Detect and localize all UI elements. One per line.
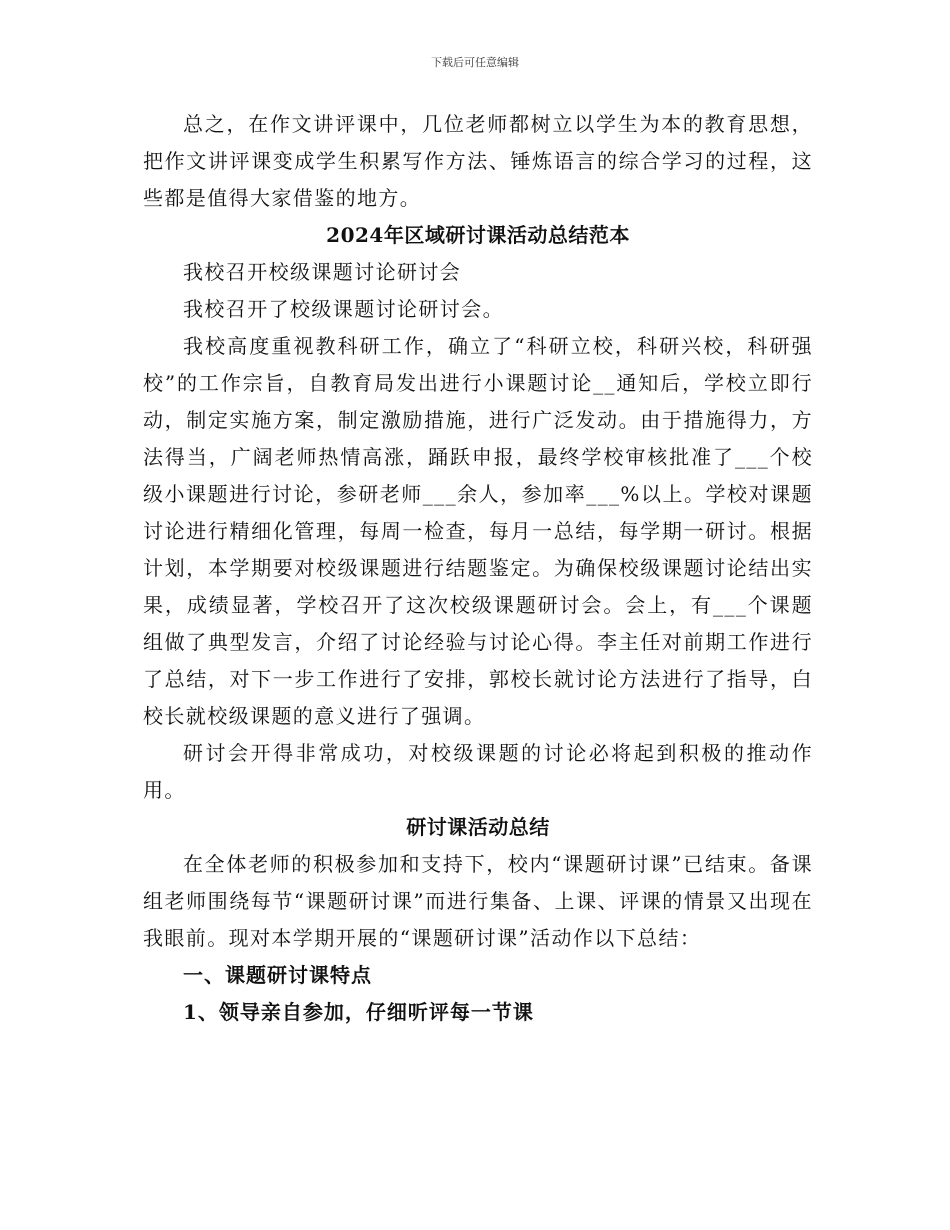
paragraph-intro: 我校召开了校级课题讨论研讨会。: [183, 297, 504, 321]
paragraph-conclusion: 总之，在作文讲评课中，几位老师都树立以学生为本的教育思想，把作文讲评课变成学生积累写作方法、锤炼语言的综合学习的过程，这些都是值得大家借鉴的地方。: [143, 112, 813, 210]
document-body: [143, 106, 813, 1031]
paragraph-body: 我校高度重视教科研工作，确立了“科研立校，科研兴校，科研强校”的工作宗旨，自教育局发出进行小课题讨论__通知后，学校立即行动，制定实施方案，制定激励措施，进行广泛发动。由于措施得力，方法得当，广阔老师热情高涨，踊跃申报，最终学校审核批准了___个校级小课题进行讨论，参研老师___余人，参加率___%以上。学校对课题讨论进行精细化管理，每周一检查，每月一总结，每学期一研讨。根据计划，本学期要对校级课题进行结题鉴定。为确保校级课题讨论结出实果，成绩显著，学校召开了这次校级课题研讨会。会上，有___个课题组做了典型发言，介绍了讨论经验与讨论心得。李主任对前期工作进行了总结，对下一步工作进行了安排，郭校长就讨论方法进行了指导，白校长就校级课题的意义进行了强调。: [143, 334, 813, 728]
subsection-title: 研讨课活动总结: [406, 815, 550, 839]
paragraph-result: 研讨会开得非常成功，对校级课题的讨论必将起到积极的推动作用。: [143, 741, 813, 802]
section-title: 2024年区域研讨课活动总结范本: [326, 223, 630, 247]
heading-leadership: 1、领导亲自参加，仔细听评每一节课: [183, 1000, 534, 1024]
paragraph-subtitle: 我校召开校级课题讨论研讨会: [183, 260, 462, 284]
heading-features: 一、课题研讨课特点: [183, 963, 372, 987]
header-note: 下载后可任意编辑: [431, 56, 519, 69]
paragraph-summary: 在全体老师的积极参加和支持下，校内“课题研讨课”已结束。备课组老师围绕每节“课题研讨课”而进行集备、上课、评课的情景又出现在我眼前。现对本学期开展的“课题研讨课”活动作以下总结：: [143, 852, 813, 950]
